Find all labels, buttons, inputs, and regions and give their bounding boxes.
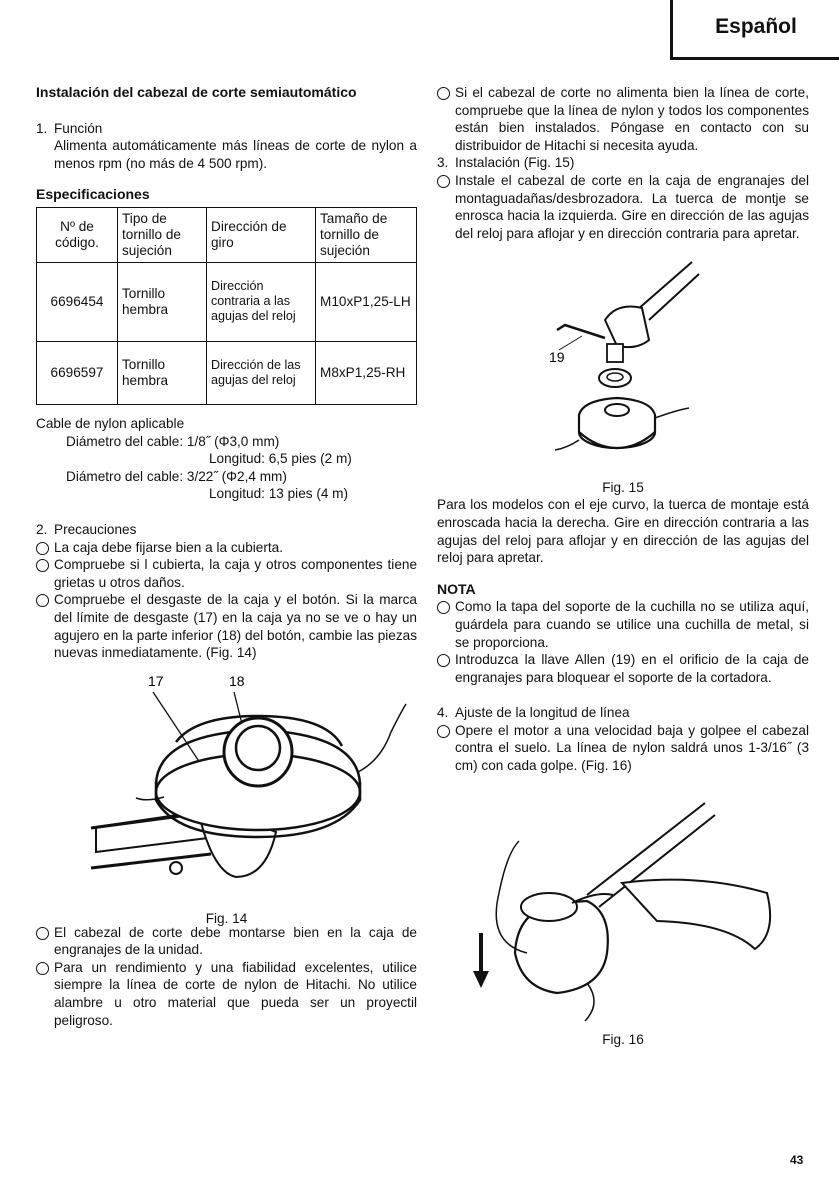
list-item [437,722,809,775]
section-3-heading [437,154,809,172]
section-3-number: 3. [437,155,449,171]
line-adjust-illustration [437,783,809,1025]
section-4-heading [437,704,809,722]
spec-table [36,207,417,405]
cutting-head-illustration [36,672,417,904]
circle-bullet-icon [437,172,455,242]
left-column [36,84,417,1029]
section-2-number: 2. [36,521,48,537]
list-item [36,959,417,1029]
page-number: 43 [790,1153,804,1167]
section-4-title: Ajuste de la longitud de línea [455,705,630,721]
cable-2-diameter: Diámetro del cable: 3/22˝ (Φ2,4 mm) [66,468,287,484]
table-header-cell: Tipo de tornillo de sujeción [118,207,207,262]
section-1-text: Alimenta automáticamente más líneas de corte de nylon a menos rpm (no más de 4 500 rpm). [54,138,417,171]
list-item-text: Instale el cabezal de corte en la caja de engranajes del montaguadañas/desbrozadora. La tuerca de montje se enrosca hacia la izquierda. Gire en dirección de las agujas del reloj para aflojar y en dirección contraria para apretar. [455,172,809,241]
section-1-title: Función [54,120,103,136]
table-cell: Tornillo hembra [118,341,207,404]
figure-15 [437,250,809,496]
installation-illustration [437,250,809,472]
list-item-text: Si el cabezal de corte no alimenta bien la línea de corte, compruebe que la línea de nylon y todos los componentes están bien instalados. Póngase en contacto con su distribuidor de Hitachi si necesita ayuda. [455,85,809,153]
list-item-text: Compruebe el desgaste de la caja y el botón. Si la marca del límite de desgaste (17) en la caja ya no se ve o hay un agujero en la parte inferior (18) del botón, cambie las piezas nuevas inmediatamente. (Fig. 14) [54,592,417,661]
table-row [37,341,417,404]
right-column [437,84,809,1048]
language-label: Español [715,15,797,38]
figure-16 [437,783,809,1048]
table-cell: Dirección de las agujas del reloj [207,341,316,404]
section-1-number: 1. [36,120,48,136]
figure-15-caption: Fig. 15 [602,479,644,495]
list-item [437,172,809,242]
circle-bullet-icon [437,598,455,651]
spec-title: Especificaciones [36,186,150,203]
list-item [437,598,809,651]
table-header-cell: Nº de código. [37,207,118,262]
section-2-heading [36,521,417,539]
callout-18: 18 [229,672,245,689]
list-item [36,924,417,959]
circle-bullet-icon [36,556,54,591]
language-tab [670,0,839,60]
nota-title: NOTA [437,580,476,597]
curved-shaft-paragraph: Para los modelos con el eje curvo, la tuerca de montaje está enroscada hacia la derecha. Gire en dirección contraria a las agujas del reloj para aflojar y en dirección de las agujas del reloj para apretar. [437,497,809,566]
section-1-heading [36,120,417,138]
table-cell: Tornillo hembra [118,262,207,341]
figure-16-caption: Fig. 16 [602,1032,644,1048]
table-cell: 6696597 [37,341,118,404]
circle-bullet-icon [36,924,54,959]
list-item-text: Como la tapa del soporte de la cuchilla no se utiliza aquí, guárdela para cuando se utilice una cuchilla de metal, si se proporciona. [455,599,809,650]
cable-1-diameter: Diámetro del cable: 1/8˝ (Φ3,0 mm) [66,433,280,449]
section-2-title: Precauciones [54,521,137,537]
table-header-cell: Tamaño de tornillo de sujeción [316,207,417,262]
section-title: Instalación del cabezal de corte semiautomático [36,84,357,100]
list-item [36,556,417,591]
list-item-text: Compruebe si l cubierta, la caja y otros componentes tiene grietas u otros daños. [54,557,417,590]
circle-bullet-icon [36,591,54,661]
callout-17: 17 [148,672,164,689]
circle-bullet-icon [437,84,455,154]
list-item [437,651,809,686]
table-row [37,262,417,341]
circle-bullet-icon [36,539,54,557]
list-item-text: La caja debe fijarse bien a la cubierta. [54,539,283,555]
list-item [437,84,809,154]
list-item [36,539,417,557]
section-3-title: Instalación (Fig. 15) [455,155,575,171]
list-item-text: Introduzca la llave Allen (19) en el orificio de la caja de engranajes para bloquear el soporte de la cortadora. [455,652,809,685]
list-item-text: Para un rendimiento y una fiabilidad excelentes, utilice siempre la línea de corte de nylon de Hitachi. No utilice alambre u otro material que pueda ser un proyectil peligroso. [54,959,417,1028]
circle-bullet-icon [437,722,455,775]
circle-bullet-icon [437,651,455,686]
figure-14 [36,672,417,927]
circle-bullet-icon [36,959,54,1029]
cable-2-length: Longitud: 13 pies (4 m) [209,486,349,502]
cable-1-length: Longitud: 6,5 pies (2 m) [209,451,352,467]
list-item [36,591,417,661]
table-header-row [37,207,417,262]
figure-14-caption: Fig. 14 [205,911,248,927]
callout-19: 19 [549,349,565,366]
table-cell: Dirección contraria a las agujas del reloj [207,262,316,341]
table-cell: 6696454 [37,262,118,341]
table-header-cell: Dirección de giro [207,207,316,262]
table-cell: M10xP1,25-LH [316,262,417,341]
table-cell: M8xP1,25-RH [316,341,417,404]
section-4-number: 4. [437,705,449,721]
cable-title: Cable de nylon aplicable [36,415,185,431]
list-item-text: El cabezal de corte debe montarse bien en la caja de engranajes de la unidad. [54,924,417,958]
list-item-text: Opere el motor a una velocidad baja y golpee el cabezal contra el suelo. La línea de nylon saldrá unos 1-3/16˝ (3 cm) con cada golpe. (Fig. 16) [455,722,809,774]
